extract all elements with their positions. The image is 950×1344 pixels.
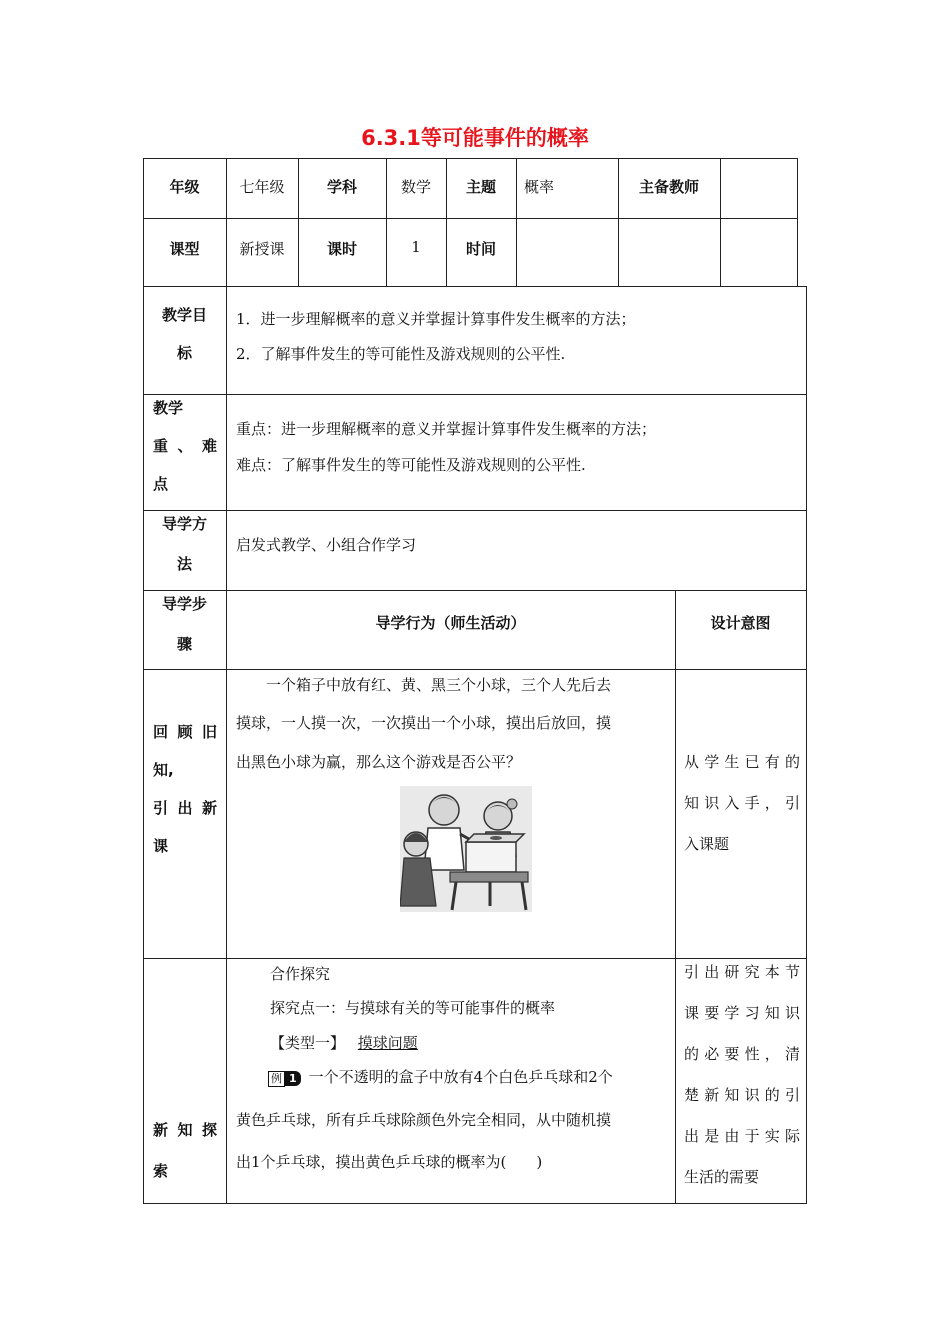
grade-value: 七年级 (239, 178, 285, 196)
goal-item-1: 1．进一步理解概率的意义并掌握计算事件发生概率的方法； (236, 310, 636, 328)
explore-label-line1: 新 知 探 (153, 1121, 217, 1139)
type-tag: 【类型一】 (270, 1034, 346, 1052)
explore-intent-line3: 的必要性，清 (684, 1045, 800, 1063)
lesson-type-value: 新授课 (239, 240, 285, 258)
key-points-label-line3: 点 (153, 475, 169, 493)
explore-intent-line2: 课要学习知识 (684, 1004, 800, 1022)
explore-label (153, 1120, 217, 1181)
explore-intent-line4: 楚新知识的引 (684, 1086, 800, 1104)
type-line (270, 1033, 418, 1053)
review-intent-line1: 从学生已有的 (684, 753, 800, 771)
teacher-label: 主备教师 (638, 178, 699, 196)
explore-intent (684, 962, 800, 1187)
goals-label-line1: 教学目 (161, 306, 207, 324)
explore-label-line2: 索 (153, 1162, 169, 1180)
review-label-line4: 课 (153, 837, 169, 855)
boy-head (429, 795, 459, 825)
children-box-illustration (400, 786, 532, 912)
topic-label: 主题 (465, 178, 496, 196)
example-number: 1 (285, 1071, 301, 1086)
difficulty-text: 难点：了解事件发生的等可能性及游戏规则的公平性. (236, 456, 586, 474)
review-label-line3: 引 出 新 (153, 799, 217, 817)
type-title: 摸球问题 (357, 1034, 418, 1052)
key-points-label-line1: 教学 (153, 399, 184, 417)
goals-label-line2: 标 (176, 344, 192, 362)
method-value: 启发式教学、小组合作学习 (236, 536, 417, 554)
example-badge: 例 (268, 1071, 285, 1087)
activity-header: 导学行为（师生活动） (375, 614, 526, 632)
key-points-label (153, 398, 217, 494)
review-line-2: 摸球，一人摸一次，一次摸出一个小球，摸出后放回，摸 (236, 714, 612, 732)
subject-value: 数学 (400, 178, 431, 196)
lesson-type-label: 课型 (169, 240, 200, 258)
steps-label-line2: 骤 (176, 635, 192, 653)
grade-label: 年级 (169, 178, 200, 196)
time-label: 时间 (465, 240, 496, 258)
review-intent-line3: 入课题 (684, 835, 730, 853)
example-line-3: 出1个乒乓球，摸出黄色乒乓球的概率为( ) (236, 1153, 543, 1171)
goal-item-2: 2．了解事件发生的等可能性及游戏规则的公平性. (236, 345, 566, 363)
explore-intent-line1: 引出研究本节 (684, 963, 800, 981)
method-label-line2: 法 (176, 555, 192, 573)
subject-label: 学科 (326, 178, 357, 196)
review-label (153, 722, 217, 856)
explore-intent-line6: 生活的需要 (684, 1168, 760, 1186)
desk (450, 872, 528, 882)
explore-point-1: 探究点一：与摸球有关的等可能事件的概率 (270, 999, 556, 1017)
coop-heading: 合作探究 (270, 965, 331, 983)
example-line-2: 黄色乒乓球，所有乒乓球除颜色外完全相同，从中随机摸 (236, 1111, 612, 1129)
review-line-1: 一个箱子中放有红、黄、黑三个小球，三个人先后去 (266, 676, 612, 694)
page-title: 6.3.1等可能事件的概率 (361, 126, 589, 150)
small-girl-body (400, 858, 436, 906)
key-points-label-line2: 重 、 难 (153, 437, 217, 455)
review-label-line2: 知, (153, 761, 174, 779)
explore-intent-line5: 出是由于实际 (684, 1127, 800, 1145)
review-line-3: 出黑色小球为赢，那么这个游戏是否公平？ (236, 753, 522, 771)
review-label-line1: 回 顾 旧 (153, 723, 217, 741)
method-label-line1: 导学方 (161, 515, 207, 533)
period-label: 课时 (326, 240, 357, 258)
method-label (143, 514, 226, 574)
topic-value: 概率 (524, 178, 555, 196)
steps-label (143, 594, 226, 654)
steps-label-line1: 导学步 (161, 595, 207, 613)
goals-label (143, 305, 226, 363)
example-line-1 (268, 1067, 613, 1087)
key-point-text: 重点：进一步理解概率的意义并掌握计算事件发生概率的方法； (236, 420, 657, 438)
box (466, 842, 516, 872)
period-value: 1 (411, 238, 421, 256)
intent-header: 设计意图 (710, 614, 771, 632)
review-intent-line2: 知识入手，引 (684, 794, 800, 812)
review-intent (684, 752, 800, 854)
example-text-1: 一个不透明的盒子中放有4个白色乒乓球和2个 (308, 1068, 613, 1086)
